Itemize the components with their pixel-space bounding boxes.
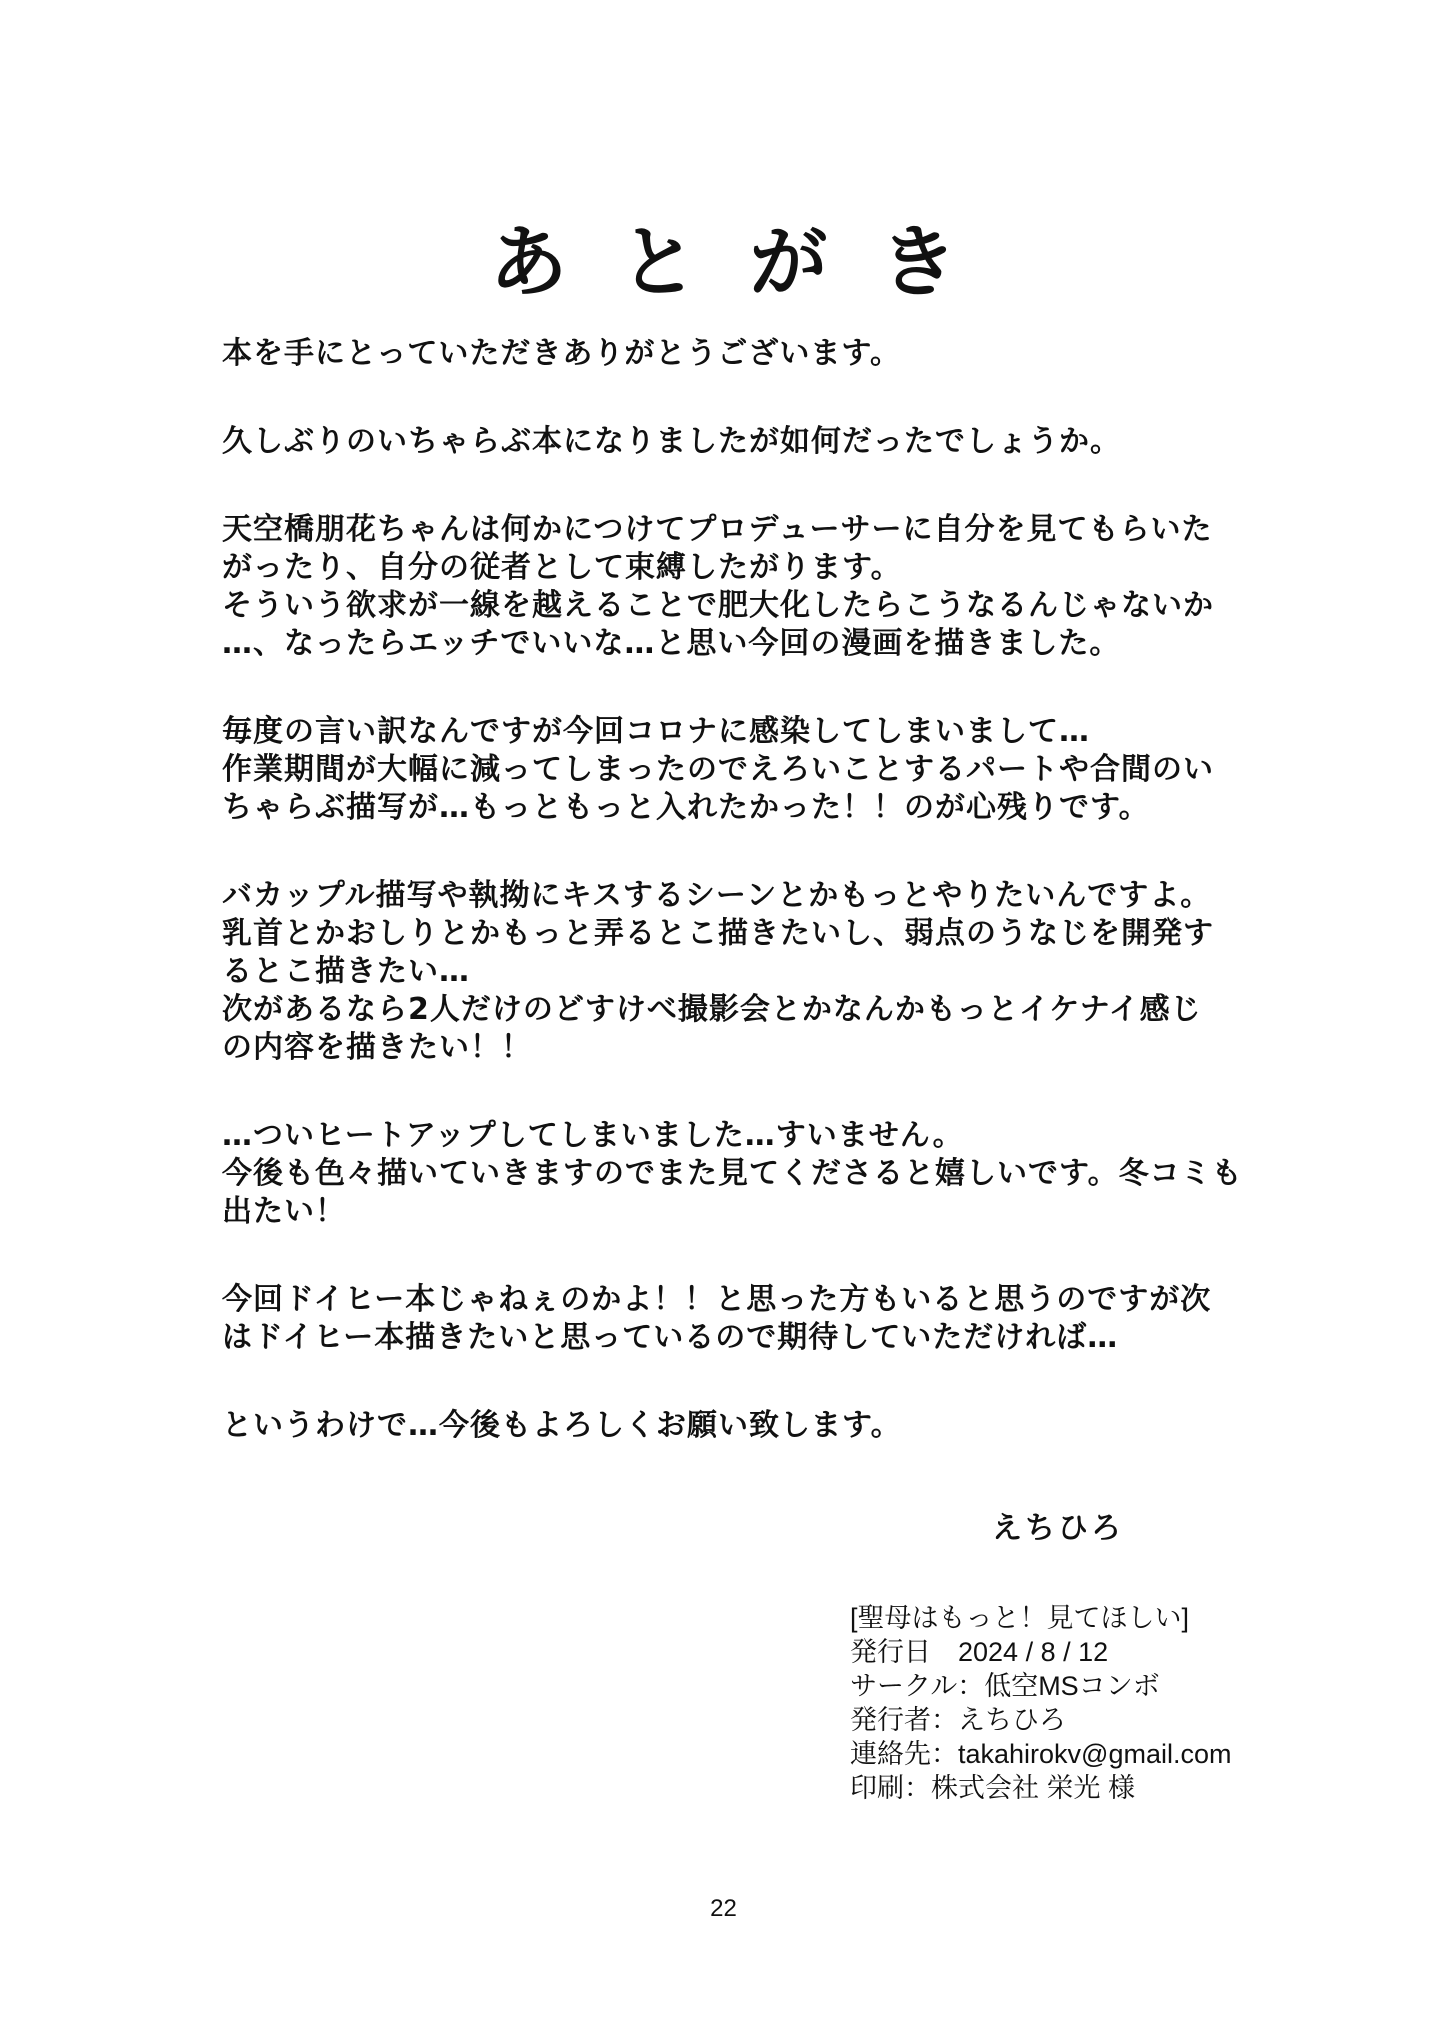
paragraph — [222, 1281, 1282, 1357]
afterword-body — [222, 335, 1282, 1495]
paragraph — [222, 423, 1282, 461]
page-number: 22 — [710, 1895, 737, 1922]
text-line: …ついヒートアップしてしまいました…すいません。 — [222, 1118, 964, 1153]
text-line: がったり、自分の従者として束縛したがります。 — [222, 550, 902, 585]
text-line: 毎度の言い訳なんですが今回コロナに感染してしまいまして… — [222, 714, 1090, 749]
colophon-publisher: 発行者：えちひろ — [850, 1705, 1066, 1735]
colophon-printer: 印刷：株式会社 栄光 様 — [850, 1773, 1136, 1803]
colophon-book-title: [聖母はもっと！見てほしい] — [850, 1603, 1190, 1633]
text-line: 天空橋朋花ちゃんは何かにつけてプロデューサーに自分を見てもらいた — [222, 512, 1213, 547]
colophon-release-date: 発行日 2024 / 8 / 12 — [850, 1637, 1109, 1667]
author-signature: えちひろ — [992, 1511, 1124, 1546]
text-line: 乳首とかおしりとかもっと弄るとこ描きたいし、弱点のうなじを開発す — [222, 916, 1214, 951]
text-line: 本を手にとっていただきありがとうございます。 — [222, 336, 901, 371]
text-line: 次があるなら2人だけのどすけべ撮影会とかなんかもっとイケナイ感じ — [222, 992, 1202, 1027]
paragraph — [222, 335, 1282, 373]
text-line: バカップル描写や執拗にキスするシーンとかもっとやりたいんですよ。 — [222, 878, 1212, 913]
paragraph — [222, 511, 1282, 663]
text-line: 作業期間が大幅に減ってしまったのでえろいことするパートや合間のい — [222, 752, 1214, 787]
text-line: 久しぶりのいちゃらぶ本になりましたが如何だったでしょうか。 — [222, 424, 1121, 459]
text-line: というわけで…今後もよろしくお願い致します。 — [222, 1408, 902, 1443]
paragraph — [222, 1117, 1282, 1231]
text-line: 出たい！ — [222, 1194, 346, 1229]
text-line: るとこ描きたい… — [222, 954, 470, 989]
colophon-circle: サークル：低空MSコンボ — [850, 1671, 1160, 1701]
text-line: 今後も色々描いていきますのでまた見てくださると嬉しいです。冬コミも — [222, 1156, 1243, 1191]
page-title: あとがき — [489, 217, 1010, 308]
text-line: はドイヒー本描きたいと思っているので期待していただければ… — [222, 1320, 1119, 1355]
paragraph — [222, 713, 1282, 827]
text-line: の内容を描きたい！！ — [222, 1030, 532, 1065]
text-line: ちゃらぶ描写が…もっともっと入れたかった！！のが心残りです。 — [222, 790, 1150, 825]
text-line: …、なったらエッチでいいな…と思い今回の漫画を描きました。 — [222, 626, 1121, 661]
text-line: そういう欲求が一線を越えることで肥大化したらこうなるんじゃないか — [222, 588, 1214, 623]
text-line: 今回ドイヒー本じゃねぇのかよ！！と思った方もいると思うのですが次 — [222, 1282, 1212, 1317]
colophon — [850, 1601, 1232, 1805]
colophon-contact: 連絡先：takahirokv@gmail.com — [850, 1739, 1232, 1769]
paragraph — [222, 877, 1282, 1067]
paragraph — [222, 1407, 1282, 1445]
